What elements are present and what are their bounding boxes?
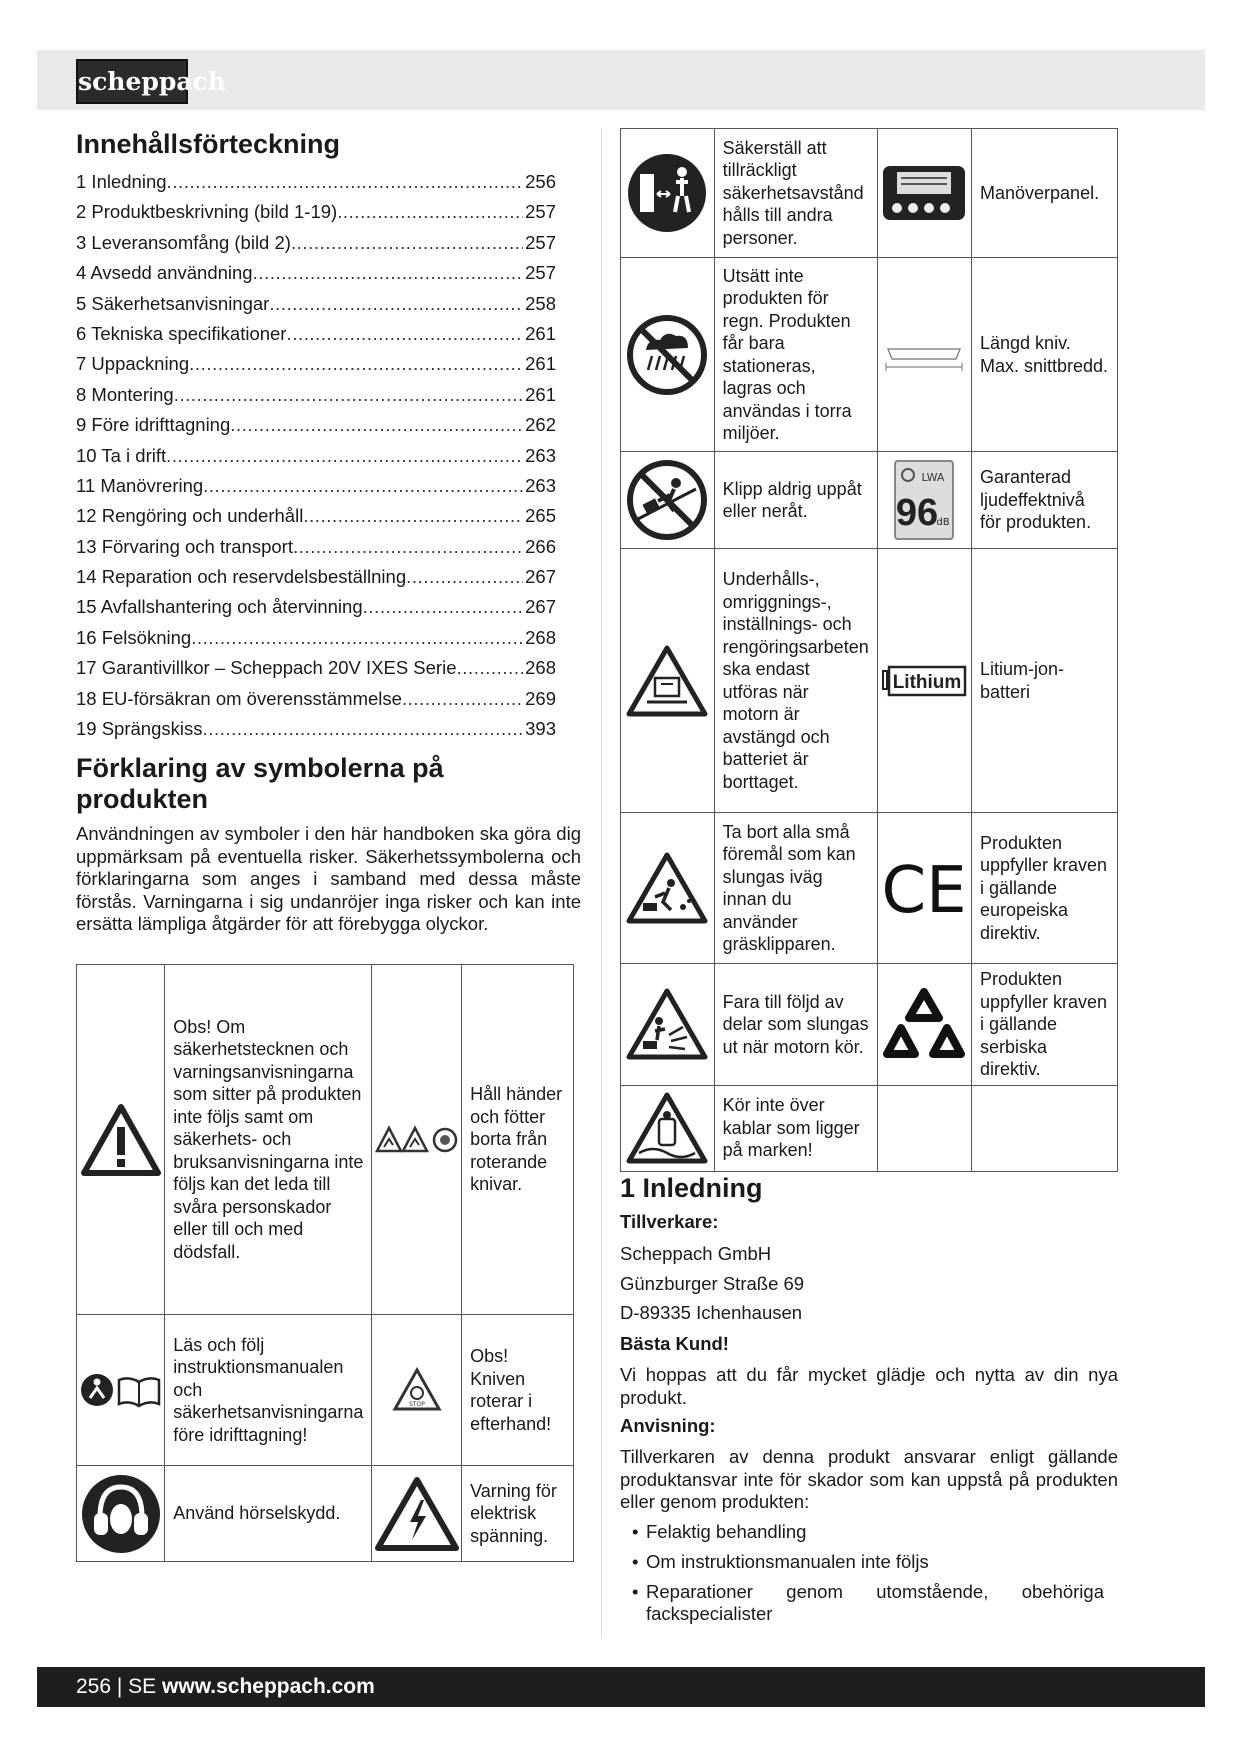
empty-cell bbox=[877, 1085, 971, 1171]
column-divider bbox=[601, 128, 602, 1638]
toc-entry[interactable] bbox=[76, 684, 556, 714]
toc-entry-page: 267 bbox=[525, 566, 556, 588]
toc-entry-title: 2 Produktbeskrivning (bild 1-19) bbox=[76, 201, 338, 223]
no-rain-icon bbox=[626, 314, 708, 396]
toc-entry[interactable] bbox=[76, 167, 556, 197]
electric-voltage-icon bbox=[374, 1476, 460, 1552]
symbol-cell bbox=[621, 813, 715, 964]
toc-entry-title: 5 Säkerhetsanvisningar bbox=[76, 292, 270, 314]
toc-leader-dots bbox=[269, 289, 523, 319]
safety-distance-icon bbox=[626, 152, 708, 234]
symbols-title bbox=[76, 753, 444, 815]
toc-leader-dots bbox=[293, 532, 523, 562]
company-city: D-89335 Ichenhausen bbox=[620, 1302, 803, 1323]
symbol-cell bbox=[877, 549, 971, 813]
thrown-parts-icon bbox=[625, 987, 709, 1061]
no-cables-icon bbox=[625, 1091, 709, 1165]
toc-leader-dots bbox=[291, 228, 523, 258]
thrown-parts-text: Fara till följd av delar som slungas ut när motorn kör. bbox=[714, 964, 877, 1086]
ce-text: Produkten uppfyller kraven i gällande europeiska direktiv. bbox=[972, 813, 1118, 964]
dear-customer-label: Bästa Kund! bbox=[620, 1333, 729, 1354]
hearing-text: Använd hörselskydd. bbox=[165, 1466, 372, 1562]
table-of-contents bbox=[76, 167, 556, 744]
toc-entry-page: 267 bbox=[525, 596, 556, 618]
slope-text: Klipp aldrig uppåt eller neråt. bbox=[714, 452, 877, 549]
toc-entry-title: 12 Rengöring och underhåll bbox=[76, 505, 304, 527]
toc-entry-title: 6 Tekniska specifikationer bbox=[76, 322, 287, 344]
toc-entry-page: 266 bbox=[525, 535, 556, 557]
toc-entry[interactable] bbox=[76, 501, 556, 531]
obs-warning-text: Obs! Om säkerhetstecknen och varningsanvisningarna som sitter på produkten inte följs samt om säkerhets- och bruksanvisningarna inte följs kan det leda till svåra personskador eller till och med dödsfall. bbox=[165, 965, 372, 1315]
symbol-cell bbox=[621, 129, 715, 258]
toc-leader-dots bbox=[337, 197, 523, 227]
page-number: 256 | SE bbox=[76, 1675, 157, 1698]
toc-entry-page: 261 bbox=[525, 353, 556, 375]
hands-feet-blade-icon bbox=[375, 1125, 459, 1155]
website-link[interactable]: www.scheppach.com bbox=[162, 1675, 375, 1698]
knife-length-text: Längd kniv. Max. snittbredd. bbox=[972, 258, 1118, 452]
toc-entry-page: 256 bbox=[525, 171, 556, 192]
toc-entry-page: 262 bbox=[525, 414, 556, 436]
toc-entry[interactable] bbox=[76, 228, 556, 258]
serbian-conformity-icon bbox=[881, 988, 967, 1060]
toc-leader-dots bbox=[286, 319, 523, 349]
control-panel-icon bbox=[881, 164, 967, 222]
toc-entry[interactable] bbox=[76, 623, 556, 653]
toc-leader-dots bbox=[303, 501, 523, 531]
remove-objects-icon bbox=[625, 851, 709, 925]
toc-entry-title: 19 Sprängskiss bbox=[76, 718, 203, 740]
noise-label: LWA bbox=[921, 471, 945, 484]
toc-entry-title: 13 Förvaring och transport bbox=[76, 535, 293, 557]
header-bar bbox=[37, 50, 1205, 110]
toc-entry[interactable] bbox=[76, 349, 556, 379]
knife-rotates-icon bbox=[392, 1367, 442, 1413]
ce-mark-label: CE bbox=[881, 856, 967, 920]
toc-entry-title: 18 EU-försäkran om överensstämmelse bbox=[76, 687, 402, 709]
electric-text: Varning för elektrisk spänning. bbox=[462, 1466, 574, 1562]
toc-entry-page: 261 bbox=[525, 322, 556, 344]
toc-entry[interactable] bbox=[76, 380, 556, 410]
toc-entry-page: 263 bbox=[525, 444, 556, 466]
toc-entry[interactable] bbox=[76, 441, 556, 471]
toc-entry-title: 15 Avfallshantering och återvinning bbox=[76, 596, 363, 618]
toc-entry[interactable] bbox=[76, 289, 556, 319]
toc-entry-page: 393 bbox=[525, 718, 556, 740]
symbol-cell bbox=[621, 1085, 715, 1171]
toc-entry[interactable] bbox=[76, 197, 556, 227]
cables-text: Kör inte över kablar som ligger på marken! bbox=[714, 1085, 877, 1171]
toc-entry-title: 11 Manövrering bbox=[76, 474, 204, 496]
stop-label: STOP bbox=[408, 1401, 425, 1408]
ce-mark-icon bbox=[881, 856, 967, 920]
symbol-cell bbox=[372, 1466, 462, 1562]
symbol-cell bbox=[877, 813, 971, 964]
toc-leader-dots bbox=[230, 410, 523, 440]
distance-text: Säkerställ att tillräckligt säkerhetsavstånd hålls till andra personer. bbox=[714, 129, 877, 258]
toc-entry-title: 4 Avsedd användning bbox=[76, 262, 253, 284]
symbol-cell bbox=[372, 965, 462, 1315]
toc-entry[interactable] bbox=[76, 471, 556, 501]
scheppach-logo: scheppach bbox=[76, 59, 188, 104]
list-item: • Om instruktionsmanualen inte följs bbox=[620, 1551, 1104, 1573]
toc-entry-title: 17 Garantivillkor – Scheppach 20V IXES Serie bbox=[76, 657, 457, 679]
toc-entry-page: 257 bbox=[525, 262, 556, 284]
toc-entry-page: 261 bbox=[525, 383, 556, 405]
lithium-battery-icon bbox=[881, 665, 967, 697]
list-item: • Reparationer genom utomstående, obehöriga fackspecialister bbox=[620, 1581, 1104, 1625]
toc-entry-page: 257 bbox=[525, 231, 556, 253]
toc-entry[interactable] bbox=[76, 319, 556, 349]
toc-entry-page: 257 bbox=[525, 201, 556, 223]
maintenance-text: Underhålls-, omriggnings-, inställnings- och rengöringsarbeten ska endast utföras när motorn är avstängd och batteriet är borttaget. bbox=[714, 549, 877, 813]
toc-entry[interactable] bbox=[76, 653, 556, 683]
toc-leader-dots bbox=[203, 471, 523, 501]
toc-entry-page: 263 bbox=[525, 474, 556, 496]
control-panel-text: Manöverpanel. bbox=[972, 129, 1118, 258]
remove-objects-text: Ta bort alla små föremål som kan slungas iväg innan du använder gräsklipparen. bbox=[714, 813, 877, 964]
serbian-text: Produkten uppfyller kraven i gällande serbiska direktiv. bbox=[972, 964, 1118, 1086]
list-item: • Felaktig behandling bbox=[620, 1521, 1104, 1543]
toc-leader-dots bbox=[167, 167, 524, 197]
warning-triangle-icon bbox=[80, 1103, 162, 1177]
toc-entry-title: 9 Före idrifttagning bbox=[76, 414, 231, 436]
symbol-cell bbox=[77, 1466, 165, 1562]
toc-entry-title: 8 Montering bbox=[76, 383, 174, 405]
toc-entry-title: 14 Reparation och reservdelsbeställning bbox=[76, 566, 407, 588]
knife-rotates-text: Obs! Kniven roterar i efterhand! bbox=[462, 1315, 574, 1466]
noise-value: 96 bbox=[896, 492, 939, 534]
symbols-title-line1: Förklaring av symbolerna på bbox=[76, 753, 444, 783]
lithium-label: Lithium bbox=[893, 671, 962, 693]
toc-leader-dots bbox=[191, 623, 523, 653]
toc-leader-dots bbox=[174, 380, 523, 410]
toc-entry-page: 265 bbox=[525, 505, 556, 527]
symbol-cell bbox=[877, 964, 971, 1086]
company-street: Günzburger Straße 69 bbox=[620, 1273, 805, 1294]
symbol-cell bbox=[77, 1315, 165, 1466]
toc-entry[interactable] bbox=[76, 592, 556, 622]
noise-text: Garanterad ljudeffektnivå för produkten. bbox=[972, 452, 1118, 549]
symbol-cell bbox=[877, 129, 971, 258]
empty-cell bbox=[972, 1085, 1118, 1171]
symbols-table-right bbox=[620, 128, 1118, 1172]
toc-entry-page: 268 bbox=[525, 657, 556, 679]
noise-unit: dB bbox=[936, 517, 950, 528]
toc-entry[interactable] bbox=[76, 410, 556, 440]
symbol-cell bbox=[621, 964, 715, 1086]
toc-title: Innehållsförteckning bbox=[76, 129, 341, 159]
symbols-title-line2: produkten bbox=[76, 784, 208, 814]
toc-entry-page: 269 bbox=[525, 687, 556, 709]
keep-hands-text: Håll händer och fötter borta från roterande knivar. bbox=[462, 965, 574, 1315]
symbol-cell bbox=[621, 452, 715, 549]
symbol-cell bbox=[621, 549, 715, 813]
symbols-intro: Användningen av symboler i den här handboken ska göra dig uppmärksam på eventuella risker. Säkerhetssymbolerna och förklaringarna som anges i samband med dessa måste förstås. Varningarna i sig undanröjer inga risker och kan inte ersätta lämpliga åtgärder för att förebygga olyckor. bbox=[76, 823, 581, 934]
maintenance-warning-icon bbox=[625, 644, 709, 718]
hearing-protection-icon bbox=[80, 1473, 162, 1555]
toc-entry-title: 10 Ta i drift bbox=[76, 444, 167, 466]
read-manual-text: Läs och följ instruktionsmanualen och säkerhetsanvisningarna före idrifttagning! bbox=[165, 1315, 372, 1466]
manufacturer-label: Tillverkare: bbox=[620, 1211, 719, 1232]
knife-length-icon bbox=[882, 335, 966, 375]
symbol-cell bbox=[621, 258, 715, 452]
read-manual-icon bbox=[79, 1370, 163, 1410]
toc-entry-page: 258 bbox=[525, 292, 556, 314]
dear-customer-text: Vi hoppas att du får mycket glädje och nytta av din nya produkt. bbox=[620, 1364, 1118, 1408]
liability-list bbox=[620, 1521, 1104, 1633]
symbol-cell bbox=[877, 452, 971, 549]
intro-title: 1 Inledning bbox=[620, 1173, 763, 1203]
noise-level-icon bbox=[893, 459, 955, 541]
toc-entry-title: 16 Felsökning bbox=[76, 626, 192, 648]
toc-leader-dots bbox=[202, 714, 523, 744]
no-slope-mowing-icon bbox=[626, 459, 708, 541]
symbol-cell bbox=[877, 258, 971, 452]
toc-leader-dots bbox=[253, 258, 524, 288]
toc-entry[interactable] bbox=[76, 714, 556, 744]
rain-text: Utsätt inte produkten för regn. Produkten får bara stationeras, lagras och användas i torra miljöer. bbox=[714, 258, 877, 452]
toc-entry-page: 268 bbox=[525, 626, 556, 648]
symbol-cell bbox=[77, 965, 165, 1315]
toc-entry-title: 3 Leveransomfång (bild 2) bbox=[76, 231, 291, 253]
toc-leader-dots bbox=[402, 684, 523, 714]
symbol-cell bbox=[372, 1315, 462, 1466]
toc-leader-dots bbox=[406, 562, 523, 592]
toc-leader-dots bbox=[457, 653, 524, 683]
toc-entry[interactable] bbox=[76, 258, 556, 288]
toc-entry[interactable] bbox=[76, 532, 556, 562]
notice-text: Tillverkaren av denna produkt ansvarar enligt gällande produktansvar inte för skador som kan uppstå på produkten eller genom produkten: bbox=[620, 1446, 1118, 1512]
toc-leader-dots bbox=[363, 592, 524, 622]
company-name: Scheppach GmbH bbox=[620, 1243, 772, 1264]
symbols-table-left bbox=[76, 964, 574, 1562]
toc-entry[interactable] bbox=[76, 562, 556, 592]
toc-leader-dots bbox=[166, 441, 523, 471]
lithium-text: Litium-jon-batteri bbox=[972, 549, 1118, 813]
toc-leader-dots bbox=[189, 349, 523, 379]
notice-label: Anvisning: bbox=[620, 1415, 716, 1436]
footer-bar bbox=[37, 1667, 1205, 1707]
toc-entry-title: 7 Uppackning bbox=[76, 353, 190, 375]
toc-entry-title: 1 Inledning bbox=[76, 171, 167, 192]
